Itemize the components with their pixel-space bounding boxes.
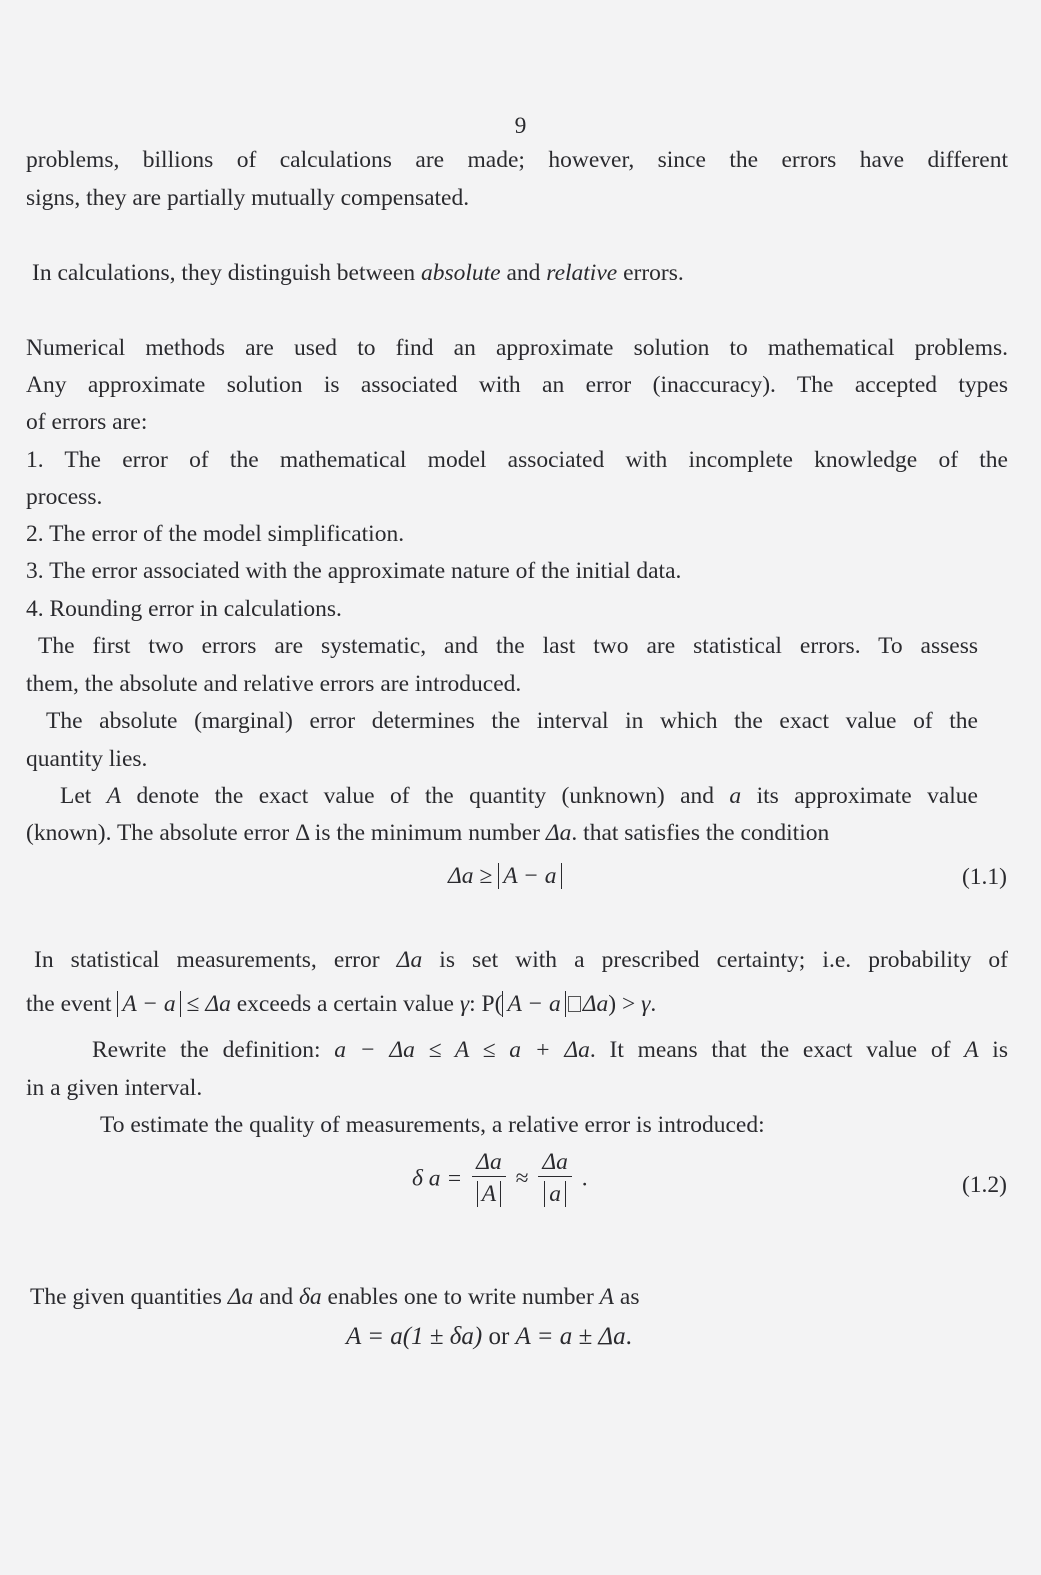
paragraph-line: signs, they are partially mutually compensated. xyxy=(26,185,470,211)
paragraph-line: the event A − a ≤ Δa exceeds a certain value γ: P( A − a Δa) > γ. xyxy=(26,991,657,1017)
paragraph-line: quantity lies. xyxy=(26,746,148,772)
paragraph-line: The given quantities Δa and δa enables one to write number A as xyxy=(30,1284,640,1310)
paragraph-line: The absolute (marginal) error determines the interval in which the exact value of the xyxy=(46,708,978,734)
page-number: 9 xyxy=(514,113,527,139)
equation-1-1: Δa ≥ A − a xyxy=(448,861,562,891)
paragraph-line: The first two errors are systematic, and the last two are statistical errors. To assess xyxy=(38,633,978,659)
list-item: 3. The error associated with the approximate nature of the initial data. xyxy=(26,558,682,584)
list-item: 1. The error of the mathematical model associated with incomplete knowledge of the xyxy=(26,447,1008,473)
paragraph-line: in a given interval. xyxy=(26,1075,203,1101)
paragraph-line: Numerical methods are used to find an approximate solution to mathematical problems. xyxy=(26,335,1008,361)
paragraph-line: Rewrite the definition: a − Δa ≤ A ≤ a + Δa. It means that the exact value of A is xyxy=(92,1037,1008,1063)
paragraph-line: To estimate the quality of measurements, a relative error is introduced: xyxy=(100,1112,765,1138)
paragraph-line: of errors are: xyxy=(26,409,148,435)
emphasis-relative: relative xyxy=(546,260,618,286)
paragraph-line: (known). The absolute error Δ is the minimum number Δa. that satisfies the condition xyxy=(26,820,830,846)
fraction: $\frac{\Delta a}{A}$ xyxy=(472,1148,506,1209)
equation-number: (1.1) xyxy=(961,864,1007,890)
missing-glyph-box xyxy=(568,996,581,1012)
paragraph-line: Any approximate solution is associated with an error (inaccuracy). The accepted types xyxy=(26,372,1008,398)
equation-1-2: δ a = $\frac{\Delta a}{A}$ ≈ $\frac{\Delta a}{a}$ . xyxy=(412,1149,588,1207)
paragraph-line: Let A denote the exact value of the quantity (unknown) and a its approximate value xyxy=(60,783,978,809)
equation-number: (1.2) xyxy=(961,1172,1007,1198)
paragraph-line: problems, billions of calculations are made; however, since the errors have different xyxy=(26,147,1008,173)
paragraph-line: them, the absolute and relative errors are introduced. xyxy=(26,671,522,697)
fraction: $\frac{\Delta a}{a}$ xyxy=(538,1148,572,1209)
list-item: process. xyxy=(26,484,103,510)
emphasis-absolute: absolute xyxy=(420,260,501,286)
list-item: 2. The error of the model simplification. xyxy=(26,521,405,547)
list-item: 4. Rounding error in calculations. xyxy=(26,596,342,622)
paragraph-line: In calculations, they distinguish between absolute and relative errors. xyxy=(32,260,684,286)
equation-number-forms: A = a(1 ± δa) or A = a ± Δa. xyxy=(346,1323,632,1350)
paragraph-line: In statistical measurements, error Δa is set with a prescribed certainty; i.e. probability of xyxy=(34,947,1008,973)
